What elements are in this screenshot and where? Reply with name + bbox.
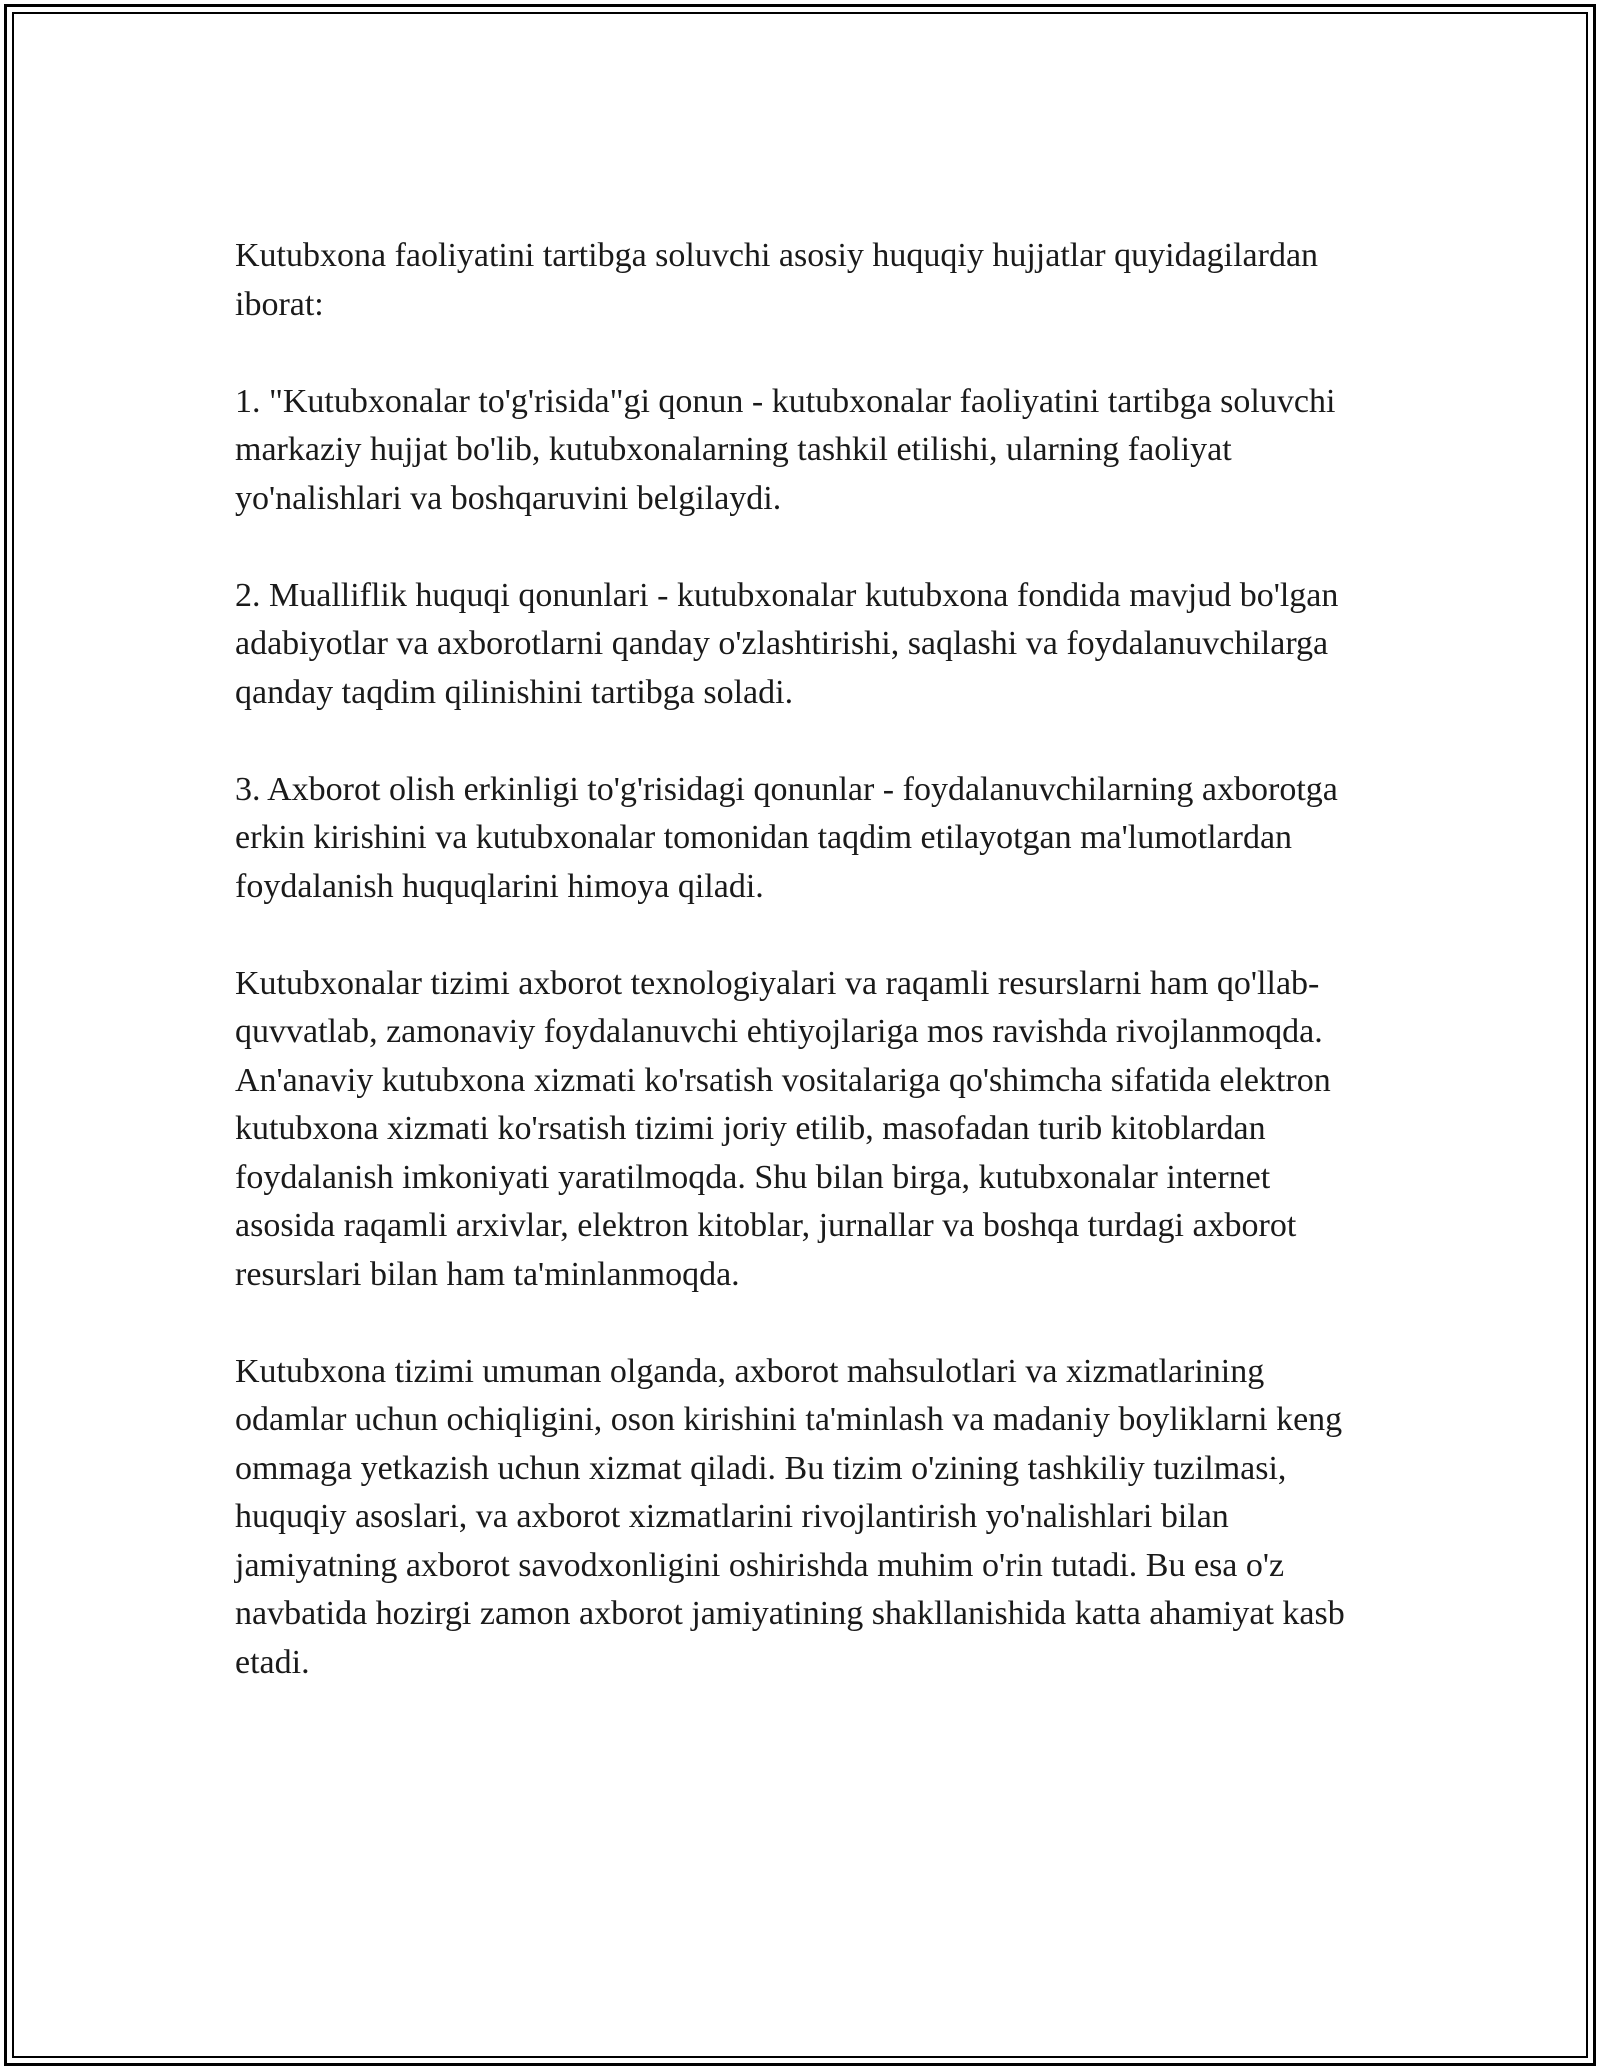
list-item-1: 1. "Kutubxonalar to'g'risida"gi qonun - kutubxonalar faoliyatini tartibga soluvchi markaziy hujjat bo'lib, kutubxonalarning tashkil etilishi, ularning faoliyat yo'nalishlari va boshqaruvini belgilaydi. xyxy=(235,382,1336,517)
body-paragraph-1: Kutubxonalar tizimi axborot texnologiyalari va raqamli resurslarni ham qo'llab-quvvatlab, zamonaviy foydalanuvchi ehtiyojlariga mos ravishda rivojlanmoqda. An'anaviy kutubxona xizmati ko'rsatish vositalariga qo'shimcha sifatida elektron kutubxona xizmati ko'rsatish tizimi joriy etilib, masofadan turib kitoblardan foydalanish imkoniyati yaratilmoqda. Shu bilan birga, kutubxonalar internet asosida raqamli arxivlar, elektron kitoblar, jurnallar va boshqa turdagi axborot resurslari bilan ham ta'minlanmoqda. xyxy=(235,964,1331,1293)
document-body xyxy=(235,232,1370,1736)
body-paragraph-2: Kutubxona tizimi umuman olganda, axborot mahsulotlari va xizmatlarining odamlar uchun ochiqligini, oson kirishini ta'minlash va madaniy boyliklarni keng ommaga yetkazish uchun xizmat qiladi. Bu tizim o'zining tashkiliy tuzilmasi, huquqiy asoslari, va axborot xizmatlarini rivojlantirish yo'nalishlari bilan jamiyatning axborot savodxonligini oshirishda muhim o'rin tutadi. Bu esa o'z navbatida hozirgi zamon axborot jamiyatining shakllanishida katta ahamiyat kasb etadi. xyxy=(235,1352,1345,1681)
list-item-2: 2. Mualliflik huquqi qonunlari - kutubxonalar kutubxona fondida mavjud bo'lgan adabiyotlar va axborotlarni qanday o'zlashtirishi, saqlashi va foydalanuvchilarga qanday taqdim qilinishini tartibga soladi. xyxy=(235,576,1339,711)
list-item-3: 3. Axborot olish erkinligi to'g'risidagi qonunlar - foydalanuvchilarning axborotga erkin kirishini va kutubxonalar tomonidan taqdim etilayotgan ma'lumotlardan foydalanish huquqlarini himoya qiladi. xyxy=(235,770,1338,905)
intro-paragraph: Kutubxona faoliyatini tartibga soluvchi asosiy huquqiy hujjatlar quyidagilardan iborat: xyxy=(235,237,1319,323)
